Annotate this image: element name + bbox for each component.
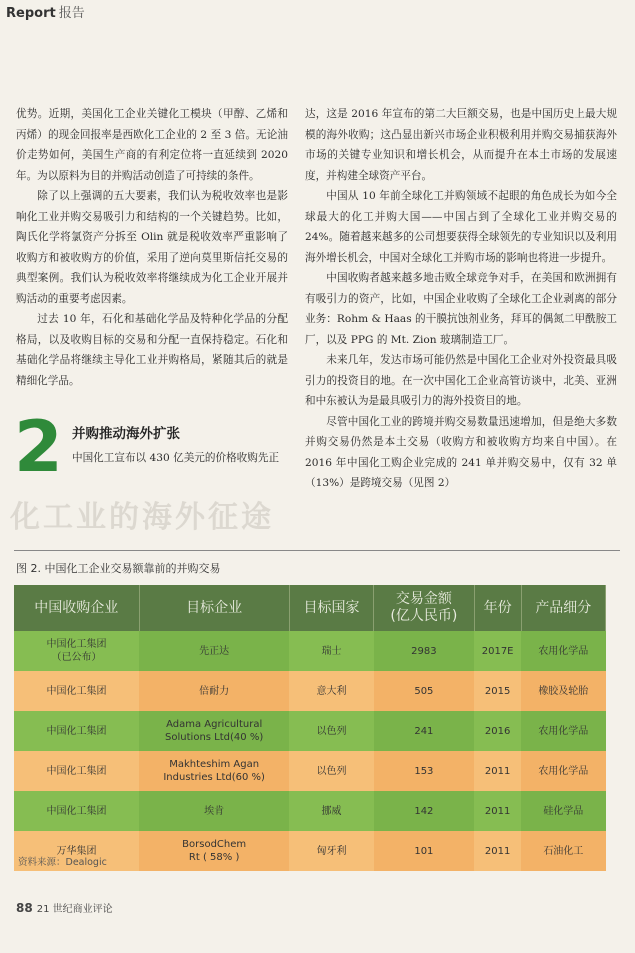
table-row (14, 711, 606, 751)
table-row (14, 631, 606, 671)
column-header: 交易金额 (亿人民币) (374, 585, 475, 631)
table-cell: 石油化工 (521, 831, 605, 871)
table-cell: 中国化工集团 (14, 751, 139, 791)
figure-title: 图 2. 中国化工企业交易额靠前的并购交易 (16, 562, 221, 575)
paragraph: 中国从 10 年前全球化工并购领域不起眼的角色成长为如今全球最大的化工并购大国——中国占到了全球化工业并购交易的 24%。随着越来越多的公司想要获得全球领先的专业知识以及利用海外增长机会，中国对全球化工并购市场的影响也将进一步提升。 (305, 190, 617, 264)
paragraph: 除了以上强调的五大要素，我们认为税收效率也是影响化工业并购交易吸引力和结构的一个关键趋势。比如，陶氏化学将氯资产分拆至 Olin 就是税收效率严重影响了收购方和被收购方的价值，采用了逆向莫里斯信托交易的典型案例。我们认为税收效率将继续成为化工企业开展并购活动的重要考虑因素。 (16, 190, 288, 305)
table-cell: 挪威 (289, 791, 373, 831)
section-body: 中国化工宣布以 430 亿美元的价格收购先正 (72, 452, 280, 464)
table-cell: 中国化工集团 (14, 711, 139, 751)
paragraph: 优势。近期，美国化工企业关键化工模块（甲醇、乙烯和丙烯）的现金回报率是西欧化工企业的 2 至 3 倍。无论油价走势如何，美国生产商的有利定位将一直延续到 2020 年。为以原料为目的并购活动创造了可持续的条件。 (16, 108, 288, 182)
table-cell: 2011 (474, 791, 521, 831)
deals-table (14, 585, 606, 871)
table-cell: 埃肯 (139, 791, 289, 831)
table-cell: 142 (374, 791, 475, 831)
table-cell: 意大利 (289, 671, 373, 711)
column-header: 目标企业 (139, 585, 289, 631)
table-cell: 匈牙利 (289, 831, 373, 871)
table-cell: 先正达 (139, 631, 289, 671)
column-header: 目标国家 (289, 585, 373, 631)
paragraph: 中国收购者越来越多地击败全球竞争对手，在美国和欧洲拥有有吸引力的资产，比如，中国企业收购了全球化工企业剥离的部分业务：Rohm & Haas 的干膜抗蚀剂业务，拜耳的偶氮二甲酰胺工厂，以及 PPG 的 Mt. Zion 玻璃制造工厂。 (305, 272, 617, 346)
page-footer (16, 900, 113, 915)
paragraph: 未来几年，发达市场可能仍然是中国化工企业对外投资最具吸引力的投资目的地。在一次中国化工企业高管访谈中，北美、亚洲和中东被认为是最具吸引力的海外投资目的地。 (305, 354, 617, 407)
table-cell: 橡胶及轮胎 (521, 671, 605, 711)
table-cell: 241 (374, 711, 475, 751)
table-cell: 505 (374, 671, 475, 711)
table-body (14, 631, 606, 871)
paragraph: 过去 10 年，石化和基础化学品及特种化学品的分配格局，以及收购目标的交易和分配一直保持稳定。石化和基础化学品将继续主导化工业并购格局，紧随其后的就是精细化学品。 (16, 313, 288, 387)
table-cell: 以色列 (289, 751, 373, 791)
table-cell: 2011 (474, 751, 521, 791)
figure-source: 资料来源：Dealogic (18, 857, 107, 868)
brand: Report 报告 (6, 6, 85, 21)
page-number: 88 (16, 901, 33, 915)
table-cell: 万华集团 (14, 831, 139, 871)
table-cell: 2017E (474, 631, 521, 671)
column-header: 年份 (474, 585, 521, 631)
table-cell: 硅化学品 (521, 791, 605, 831)
paragraph: 达，这是 2016 年宣布的第二大巨额交易，也是中国历史上最大规模的海外收购；这凸显出新兴市场企业积极利用并购交易捕获海外市场的关键专业知识和增长机会，从而提升在本土市场的发展速度，并构建全球资产平台。 (305, 108, 617, 182)
table-cell: 2011 (474, 831, 521, 871)
paragraph: 尽管中国化工业的跨境并购交易数量迅速增加，但是绝大多数并购交易仍然是本土交易（收购方和被收购方均来自中国）。在 2016 年中国化工购企业完成的 241 单并购交易中，仅有 32 单（13%）是跨境交易（见图 2） (305, 415, 617, 489)
table-cell: 2015 (474, 671, 521, 711)
left-column (16, 104, 288, 391)
section-number: 2 (14, 406, 63, 488)
table-cell: 倍耐力 (139, 671, 289, 711)
table-cell: 153 (374, 751, 475, 791)
table-cell: 101 (374, 831, 475, 871)
page-header (0, 0, 635, 22)
table-cell: 农用化学品 (521, 751, 605, 791)
table-cell: 中国化工集团 (14, 671, 139, 711)
table-cell: Makhteshim Agan Industries Ltd(60 %) (139, 751, 289, 791)
table-cell: 以色列 (289, 711, 373, 751)
section-2 (14, 408, 304, 488)
ghost-heading: 化工业的海外征途 (10, 500, 274, 535)
table-cell: 2983 (374, 631, 475, 671)
figure-divider (14, 550, 620, 551)
table-row (14, 791, 606, 831)
table-header-row (14, 585, 606, 631)
table-cell: 中国化工集团 （已公布） (14, 631, 139, 671)
table-row (14, 671, 606, 711)
table-row (14, 751, 606, 791)
table-cell: Adama Agricultural Solutions Ltd(40 %) (139, 711, 289, 751)
table-cell: BorsodChem Rt ( 58% ) (139, 831, 289, 871)
section-title: 并购推动海外扩张 (72, 426, 180, 442)
magazine-name: 21 世纪商业评论 (36, 904, 113, 915)
table-cell: 瑞士 (289, 631, 373, 671)
right-column (305, 104, 617, 494)
column-header: 中国收购企业 (14, 585, 139, 631)
column-header: 产品细分 (521, 585, 605, 631)
table-cell: 农用化学品 (521, 631, 605, 671)
table-cell: 中国化工集团 (14, 791, 139, 831)
table-cell: 2016 (474, 711, 521, 751)
table-cell: 农用化学品 (521, 711, 605, 751)
